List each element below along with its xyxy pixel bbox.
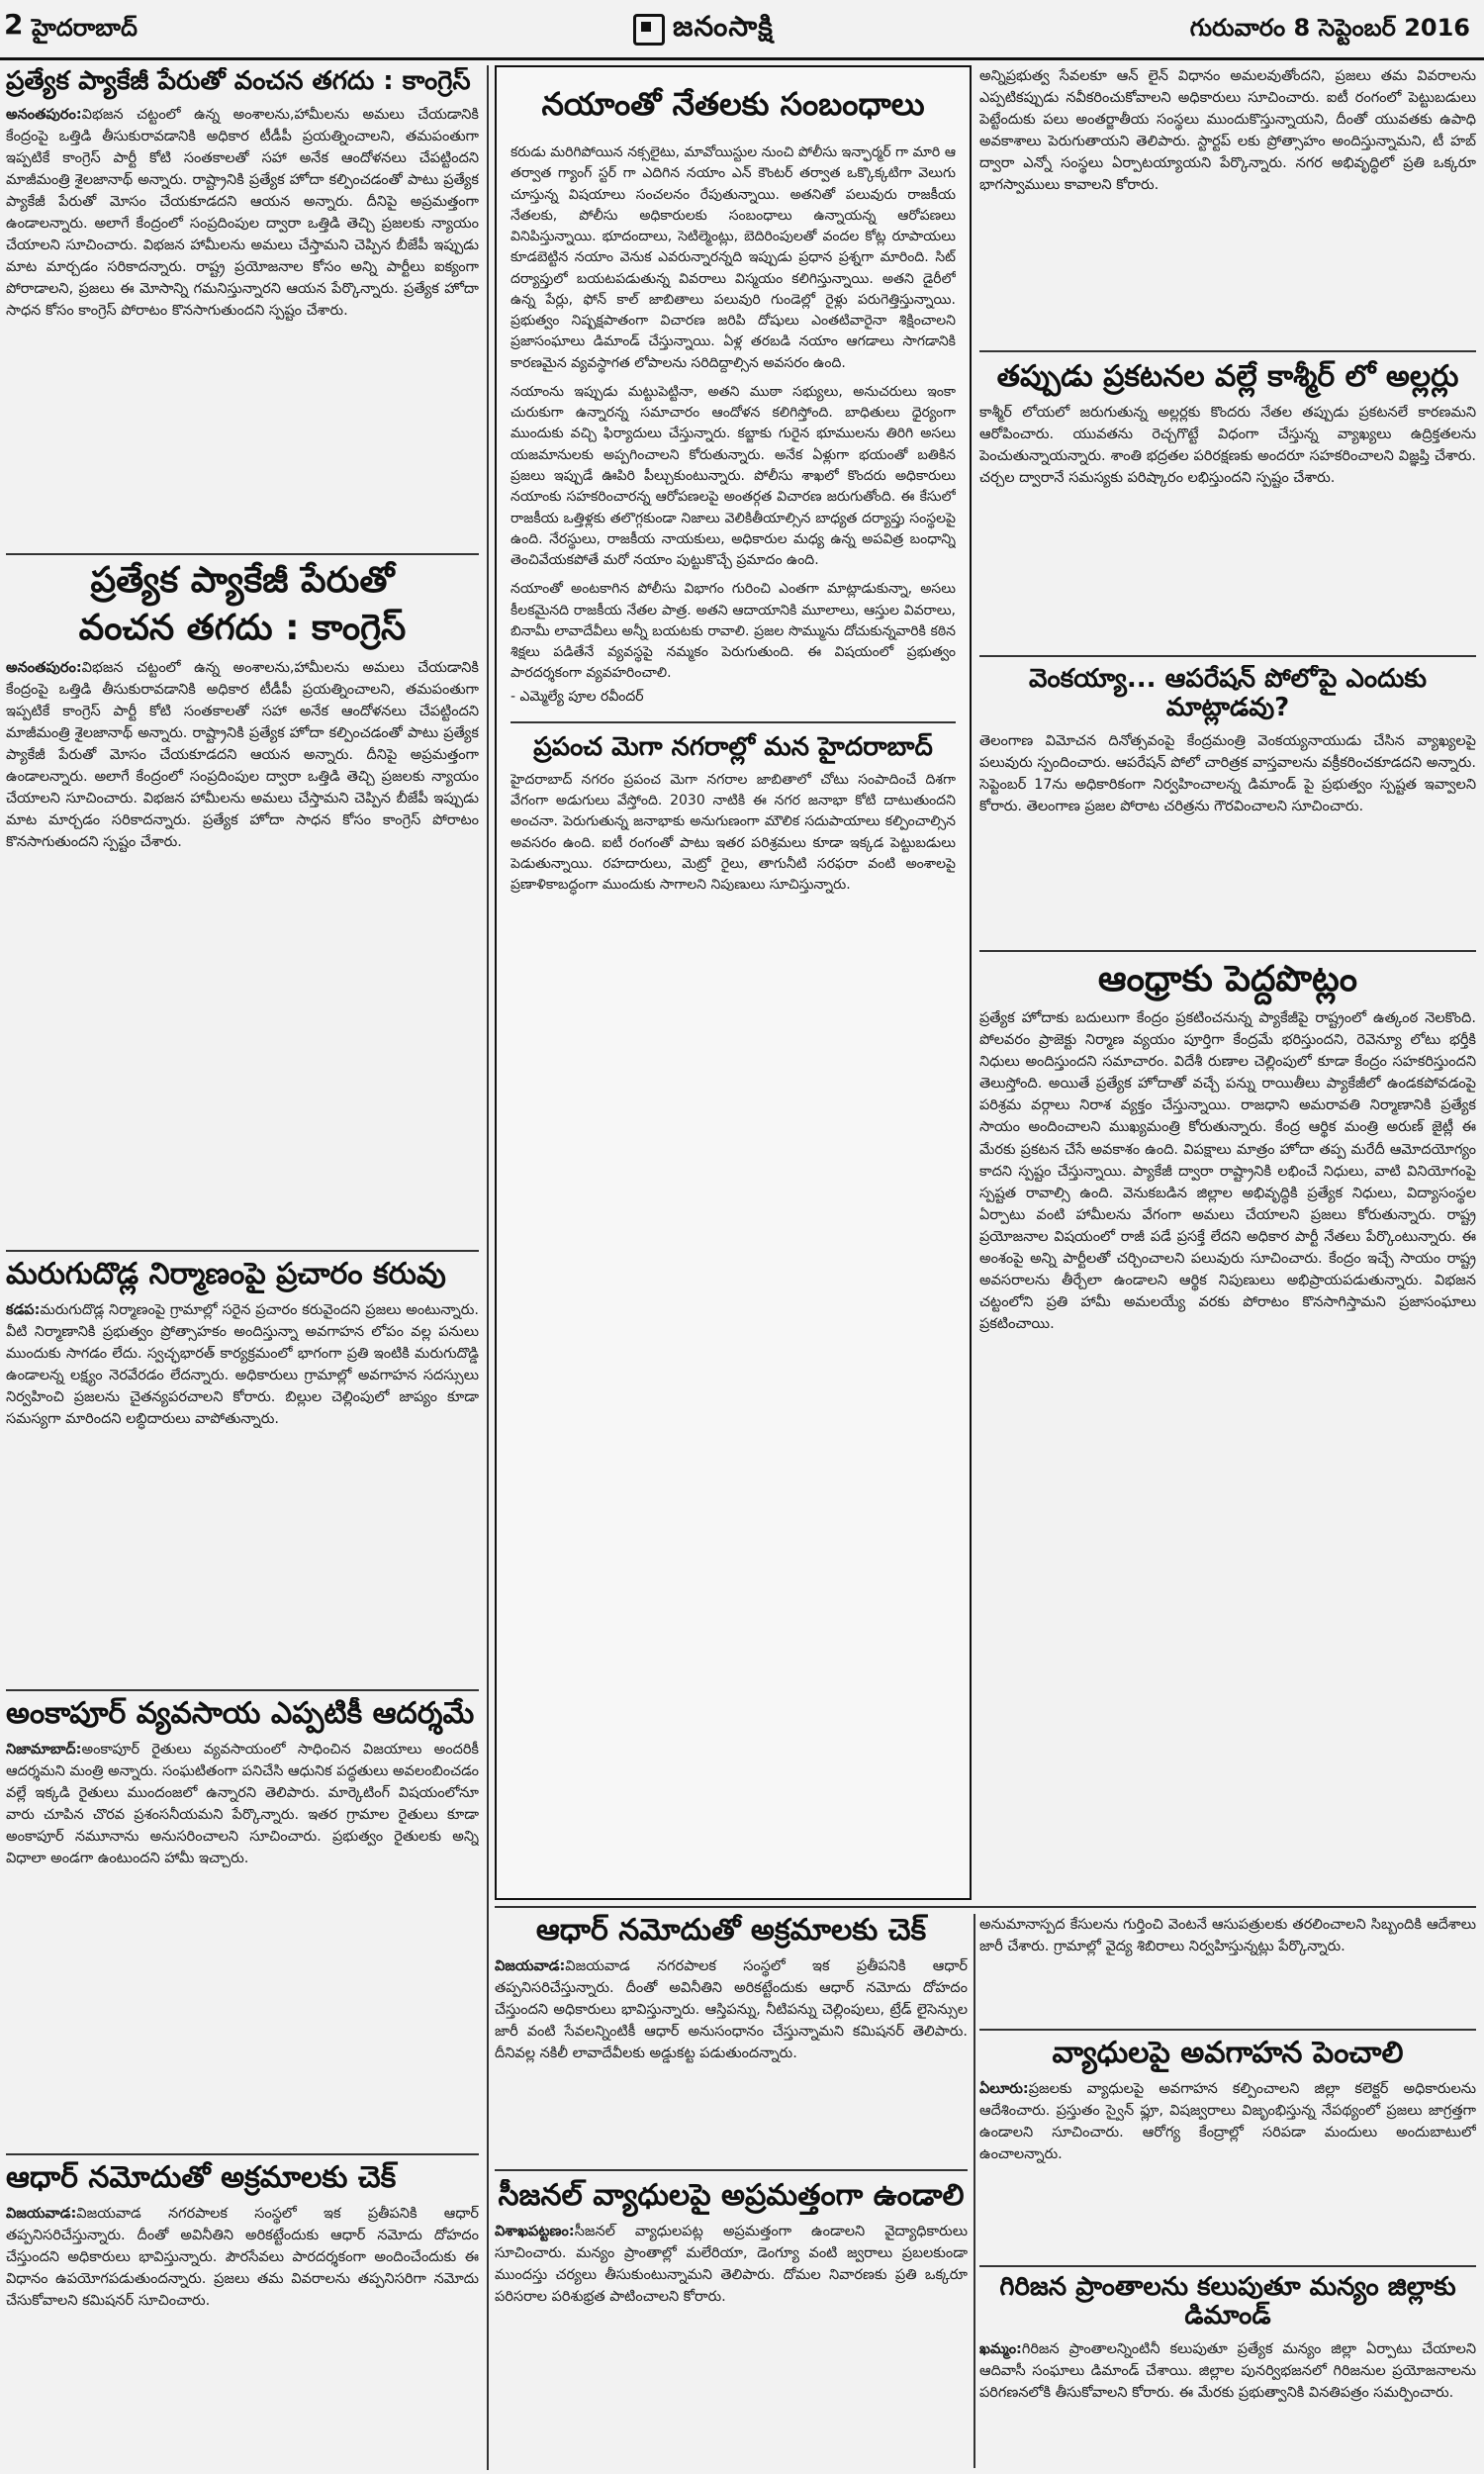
bottom-center-column <box>495 1914 968 2468</box>
article-continuation: అన్నిప్రభుత్వ సేవలకూ ఆన్ లైన్ విధానం అమలవుతోందని, ప్రజలు తమ వివరాలను ఎప్పటికప్పుడు నవీకరించుకోవాలని అధికారులు సూచించారు. ఐటీ రంగంలో పెట్టుబడులు పెట్టేందుకు పలు అంతర్జాతీయ సంస్థలు ముందుకొస్తున్నాయని, దీంతో యువతకు ఉపాధి అవకాశాలు పెరుగుతాయని తెలిపారు. స్టార్టప్ లకు ప్రోత్సాహం అందిస్తున్నామని, టీ హబ్ ద్వారా ఎన్నో సంస్థలు ఏర్పాటయ్యాయని పేర్కొన్నారు. నగర అభివృద్ధిలో ప్రతి ఒక్కరూ భాగస్వాములు కావాలని కోరారు. <box>979 68 1476 194</box>
sub-article-body: హైదరాబాద్ నగరం ప్రపంచ మెగా నగరాల జాబితాలో చోటు సంపాదించే దిశగా వేగంగా అడుగులు వేస్తోంది. 2030 నాటికి ఈ నగర జనాభా కోటి దాటుతుందని అంచనా. పెరుగుతున్న జనాభాకు అనుగుణంగా మౌలిక సదుపాయాలు కల్పించాల్సిన అవసరం ఉంది. ఐటీ రంగంతో పాటు ఇతర పరిశ్రమలు కూడా ఇక్కడ పెట్టుబడులు పెడుతున్నాయి. రహదారులు, మెట్రో రైలు, తాగునీటి సరఫరా వంటి అంశాలపై ప్రణాళికాబద్ధంగా ముందుకు సాగాలని నిపుణులు సూచిస్తున్నారు. <box>510 771 956 894</box>
divider <box>510 721 956 723</box>
article-ankapur <box>6 1697 479 2147</box>
article-body: విభజన చట్టంలో ఉన్న అంశాలను,హామీలను అమలు చేయడానికి కేంద్రంపై ఒత్తిడి తీసుకురావడానికి అధికార టీడీపీ ప్రయత్నించాలని, తమపంతుగా ఇప్పటికే కాంగ్రెస్ పార్టీ కోటి సంతకాలతో సహా అనేక ఆందోళనలు చేపట్టిందని మాజీమంత్రి శైలజానాథ్ అన్నారు. రాష్ట్రానికి ప్రత్యేక హోదా కల్పించడంతో పాటు ప్రత్యేక ప్యాకేజీ పేరుతో మోసం చేయకూడదని ఆయన అన్నారు. దీనిపై అప్రమత్తంగా ఉండాలన్నారు. అలాగే కేంద్రంలో సంప్రదింపుల ద్వారా ఒత్తిడి తెచ్చి ప్రజలకు న్యాయం చేయాలని సూచించారు. విభజన హామీలను అమలు చేస్తామని చెప్పిన బీజేపీ ఇప్పుడు మాట మార్చడం సరికాదన్నారు. రాష్ట్ర ప్రయోజనాల కోసం అన్ని పార్టీలు ఐక్యంగా పోరాడాలని, ప్రజలు ఈ మోసాన్ని గమనిస్తున్నారని ఆయన పేర్కొన్నారు. ప్రత్యేక హోదా సాధన కోసం కాంగ్రెస్ పోరాటం కొనసాగుతుందని స్పష్టం చేశారు. <box>6 107 479 320</box>
section-name: హైదరాబాద్ <box>32 14 138 42</box>
divider <box>495 1906 1476 1908</box>
article-body: విజయవాడ నగరపాలక సంస్థలో ఇక ప్రతీపనికి ఆధార్ తప్పనిసరిచేస్తున్నారు. దీంతో అవినీతిని అరికట్టేందుకు ఆధార్ నమోదు దోహదం చేస్తుందని అధికారులు భావిస్తున్నారు. ఆస్తిపన్ను, నీటిపన్ను చెల్లింపులు, ట్రేడ్ లైసెన్సుల జారీ వంటి సేవలన్నింటికీ ఆధార్ అనుసంధానం చేస్తున్నామని కమిషనర్ తెలిపారు. దీనివల్ల నకిలీ లావాదేవీలకు అడ్డుకట్ట పడుతుందన్నారు. <box>495 1957 968 2061</box>
editorial-headline: నయాంతో నేతలకు సంబంధాలు <box>541 85 925 123</box>
article-package-1 <box>6 67 479 547</box>
article-body: ప్రజలకు వ్యాధులపై అవగాహన కల్పించాలని జిల్లా కలెక్టర్ అధికారులను ఆదేశించారు. ప్రస్తుతం స్వైన్ ఫ్లూ, విషజ్వరాలు విజృంభిస్తున్న నేపథ్యంలో ప్రజలు జాగ్రత్తగా ఉండాలని సూచించారు. ఆరోగ్య కేంద్రాల్లో సరిపడా మందులు అందుబాటులో ఉంచాలన్నారు. <box>979 2080 1476 2162</box>
article-headline: వెంకయ్యా... ఆపరేషన్ పోలోపై ఎందుకు మాట్లాడవు? <box>1029 665 1427 723</box>
article-body: ప్రత్యేక హోదాకు బదులుగా కేంద్రం ప్రకటించనున్న ప్యాకేజీపై రాష్ట్రంలో ఉత్కంఠ నెలకొంది. పోలవరం ప్రాజెక్టు నిర్మాణ వ్యయం పూర్తిగా కేంద్రమే భరిస్తుందని, రెవెన్యూ లోటు భర్తీకి నిధులు అందిస్తుందని సమాచారం. విదేశీ రుణాల చెల్లింపులో కూడా కేంద్రం సహకరిస్తుందని తెలుస్తోంది. అయితే ప్రత్యేక హోదాతో వచ్చే పన్ను రాయితీలు ప్యాకేజీలో ఉండకపోవడంపై పరిశ్రమ వర్గాలు నిరాశ వ్యక్తం చేస్తున్నాయి. రాజధాని అమరావతి నిర్మాణానికి ప్రత్యేక సాయం అందించాలని ముఖ్యమంత్రి కోరుతున్నారు. కేంద్ర ఆర్థిక మంత్రి అరుణ్ జైట్లీ ఈ మేరకు ప్రకటన చేసే అవకాశం ఉంది. విపక్షాలు మాత్రం హోదా తప్ప మరేదీ ఆమోదయోగ్యం కాదని స్పష్టం చేస్తున్నాయి. ప్యాకేజీ ద్వారా రాష్ట్రానికి లభించే నిధులు, వాటి వినియోగంపై స్పష్టత రావాల్సి ఉంది. వెనుకబడిన జిల్లాల అభివృద్ధికి ప్రత్యేక నిధులు, విద్యాసంస్థల ఏర్పాటు వంటి హామీలను వేగంగా అమలు చేయాలని ప్రజలు కోరుతున్నారు. రాష్ట్ర ప్రయోజనాల విషయంలో రాజీ పడే ప్రసక్తే లేదని అధికార పార్టీ నేతలు పేర్కొంటున్నారు. ఈ అంశంపై అన్ని పార్టీలతో చర్చించాలని పలువురు సూచించారు. కేంద్రం ఇచ్చే సాయం రాష్ట్ర అవసరాలను తీర్చేలా ఉండాలని ఆర్థిక నిపుణులు అభిప్రాయపడుతున్నారు. విభజన చట్టంలోని ప్రతి హామీ అమలయ్యే వరకు పోరాటం కొనసాగిస్తామని ప్రజాసంఘాలు ప్రకటించాయి. <box>979 1010 1476 1332</box>
issue-date: గురువారం 8 సెప్టెంబర్ 2016 <box>1189 14 1470 42</box>
divider <box>979 2265 1476 2267</box>
dateline: ఏలూరు: <box>979 2080 1029 2097</box>
article-aadhaar <box>495 1914 968 2161</box>
article-seasonal-diseases <box>495 2179 968 2456</box>
divider <box>979 2029 1476 2031</box>
article-headline: సీజనల్ వ్యాధులపై అప్రమత్తంగా ఉండాలి <box>498 2179 965 2213</box>
article-headline: ఆధార్ నమోదుతో అక్రమాలకు చెక్ <box>535 1914 927 1948</box>
page-header <box>0 0 1484 61</box>
dateline: విజయవాడ: <box>6 2205 77 2222</box>
bottom-right-column <box>979 1914 1476 2468</box>
divider <box>495 2169 968 2171</box>
masthead <box>633 8 851 51</box>
divider <box>6 553 479 555</box>
page-number: 2 <box>4 8 24 41</box>
article-body: కాశ్మీర్ లోయలో జరుగుతున్న అల్లర్లకు కొందరు నేతల తప్పుడు ప్రకటనలే కారణమని ఆరోపించారు. యువతను రెచ్చగొట్టే విధంగా చేస్తున్న వ్యాఖ్యలు ఉద్రిక్తతలను పెంచుతున్నాయన్నారు. శాంతి భద్రతల పరిరక్షణకు అందరూ సహకరించాలని విజ్ఞప్తి చేశారు. చర్చల ద్వారానే సమస్యకు పరిష్కారం లభిస్తుందని స్పష్టం చేశారు. <box>979 404 1476 486</box>
article-body: సీజనల్ వ్యాధులపట్ల అప్రమత్తంగా ఉండాలని వైద్యాధికారులు సూచించారు. మన్యం ప్రాంతాల్లో మలేరియా, డెంగ్యూ వంటి జ్వరాలు ప్రబలకుండా ముందస్తు చర్యలు తీసుకుంటున్నామని తెలిపారు. దోమల నివారణకు ప్రతి ఒక్కరూ పరిసరాల పరిశుభ్రత పాటించాలని కోరారు. <box>495 2223 968 2305</box>
article-continuation: అనుమానాస్పద కేసులను గుర్తించి వెంటనే ఆసుపత్రులకు తరలించాలని సిబ్బందికి ఆదేశాలు జారీ చేశారు. గ్రామాల్లో వైద్య శిబిరాలు నిర్వహిస్తున్నట్లు పేర్కొన్నారు. <box>979 1917 1476 1955</box>
article-body: విభజన చట్టంలో ఉన్న అంశాలను,హామీలను అమలు చేయడానికి కేంద్రంపై ఒత్తిడి తీసుకురావడానికి అధికార టీడీపీ ప్రయత్నించాలని, తమపంతుగా ఇప్పటికే కాంగ్రెస్ పార్టీ కోటి సంతకాలతో సహా అనేక ఆందోళనలు చేపట్టిందని మాజీమంత్రి శైలజానాథ్ అన్నారు. రాష్ట్రానికి ప్రత్యేక హోదా కల్పించడంతో పాటు ప్రత్యేక ప్యాకేజీ పేరుతో మోసం చేయకూడదని ఆయన అన్నారు. దీనిపై అప్రమత్తంగా ఉండాలన్నారు. అలాగే కేంద్రంలో సంప్రదింపుల ద్వారా ఒత్తిడి తెచ్చి ప్రజలకు న్యాయం చేయాలని సూచించారు. విభజన హామీలను అమలు చేస్తామని చెప్పిన బీజేపీ ఇప్పుడు మాట మార్చడం సరికాదన్నారు. ప్రత్యేక హోదా సాధన కోసం కాంగ్రెస్ పోరాటం కొనసాగుతుందని స్పష్టం చేశారు. <box>6 659 479 850</box>
divider <box>6 1250 479 1252</box>
divider <box>6 1689 479 1691</box>
sub-article-headline: ప్రపంచ మెగా నగరాల్లో మన హైదరాబాద్ <box>533 731 933 762</box>
article-toilets <box>6 1258 479 1683</box>
column-rule <box>487 65 489 2470</box>
column-rule <box>974 1914 975 2468</box>
masthead-logo-icon <box>633 14 665 46</box>
editorial-signature: - ఎమ్మెల్యే పూల రవీందర్ <box>510 688 644 705</box>
article-kashmir <box>979 360 1476 647</box>
article-andhra-package <box>979 960 1476 1880</box>
article-headline: ఆధార్ నమోదుతో అక్రమాలకు చెక్ <box>6 2161 397 2195</box>
dateline: అనంతపురం: <box>6 107 82 124</box>
divider <box>6 2153 479 2155</box>
editorial-body-1: కరుడు మరిగిపోయిన నక్సలైటు, మావోయిస్టుల నుంచి పోలీసు ఇన్ఫార్మర్ గా మారి ఆ తర్వాత గ్యాంగ్ స్టర్ గా ఎదిగిన నయాం ఎన్ కౌంటర్ తర్వాత ఒక్కొక్కటిగా వెలుగు చూస్తున్న విషయాలు సంచలనం రేపుతున్నాయి. అతనితో పలువురు రాజకీయ నేతలకు, పోలీసు అధికారులకు సంబంధాలు ఉన్నాయన్న ఆరోపణలు వినిపిస్తున్నాయి. భూదందాలు, సెటిల్మెంట్లు, బెదిరింపులతో వందల కోట్ల రూపాయలు కూడబెట్టిన నయాం వెనుక ఎవరున్నారన్నది ఇప్పుడు ప్రధాన ప్రశ్నగా మారింది. సిట్ దర్యాప్తులో బయటపడుతున్న వివరాలు విస్మయం కలిగిస్తున్నాయి. అతని డైరీలో ఉన్న పేర్లు, ఫోన్ కాల్ జాబితాలు పలువురి గుండెల్లో రైళ్లు పరుగెత్తిస్తున్నాయి. ప్రభుత్వం నిష్పక్షపాతంగా విచారణ జరిపి దోషులు ఎంతటివారైనా శిక్షించాలని ప్రజాసంఘాలు డిమాండ్ చేస్తున్నాయి. ఏళ్ల తరబడి నయాం ఆగడాలు సాగడానికి కారణమైన వ్యవస్థాగత లోపాలను సరిదిద్దాల్సిన అవసరం ఉంది. <box>510 144 956 371</box>
divider <box>979 655 1476 657</box>
article-headline-line1: ప్రత్యేక ప్యాకేజీ పేరుతో <box>90 561 395 601</box>
article-headline: ఆంధ్రాకు పెద్దపొట్లం <box>1097 960 1358 999</box>
editorial-body-2: నయాంను ఇప్పుడు మట్టుపెట్టినా, అతని ముఠా సభ్యులు, అనుచరులు ఇంకా చురుకుగా ఉన్నారన్న సమాచారం ఆందోళన కలిగిస్తోంది. బాధితులు ధైర్యంగా ముందుకు వచ్చి ఫిర్యాదులు చేస్తున్నారు. కబ్జాకు గురైన భూములను తిరిగి అసలు యజమానులకు అప్పగించాలని కోరుతున్నారు. అనేక ఏళ్లుగా భయంతో బతికిన ప్రజలు ఇప్పుడే ఊపిరి పీల్చుకుంటున్నారు. పోలీసు శాఖలో కొందరు అధికారులు నయాంకు సహకరించారన్న ఆరోపణలపై అంతర్గత విచారణ జరుగుతోంది. ఈ కేసులో రాజకీయ ఒత్తిళ్లకు తలొగ్గకుండా నిజాలు వెలికితీయాల్సిన బాధ్యత దర్యాప్తు సంస్థలపై ఉంది. నేరస్థులు, రాజకీయ నాయకులు, అధికారుల మధ్య ఉన్న అపవిత్ర బంధాన్ని తెంచివేయకపోతే మరో నయాం పుట్టుకొచ్చే ప్రమాదం ఉంది. <box>510 383 956 569</box>
article-headline: అంకాపూర్ వ్యవసాయ ఎప్పటికీ ఆదర్శమే <box>6 1697 475 1731</box>
dateline: విజయవాడ: <box>495 1957 566 1974</box>
dateline: నిజామాబాద్: <box>6 1741 82 1758</box>
article-operation-polo <box>979 665 1476 942</box>
divider <box>979 350 1476 352</box>
masthead-title: జనంసాక్షి <box>673 10 774 43</box>
article-package-2 <box>6 561 479 1244</box>
dateline: అనంతపురం: <box>6 659 82 676</box>
right-column <box>979 65 1476 1896</box>
article-headline: వ్యాధులపై అవగాహన పెంచాలి <box>1052 2037 1404 2070</box>
article-headline: ప్రత్యేక ప్యాకేజీ పేరుతో వంచన తగదు : కాంగ్రెస్ <box>6 67 471 96</box>
header-rule <box>0 57 1484 60</box>
divider <box>979 950 1476 952</box>
article-headline: మరుగుదొడ్ల నిర్మాణంపై ప్రచారం కరువు <box>6 1258 446 1291</box>
article-headline-line2: వంచన తగదు : కాంగ్రెస్ <box>78 608 407 649</box>
editorial-body-3: నయాంతో అంటకాగిన పోలీసు విభాగం గురించి ఎంతగా మాట్లాడుకున్నా, అసలు కీలకమైనది రాజకీయ నేతల పాత్ర. అతని ఆదాయానికి మూలాలు, ఆస్తుల వివరాలు, బినామీ లావాదేవీలు అన్నీ బయటకు రావాలి. ప్రజల సొమ్మును దోచుకున్నవారికి కఠిన శిక్షలు పడితేనే వ్యవస్థపై నమ్మకం పెరుగుతుంది. ఈ విషయంలో ప్రభుత్వం పారదర్శకంగా వ్యవహరించాలి. <box>510 581 956 682</box>
editorial-box <box>495 65 972 1900</box>
article-body: తెలంగాణ విమోచన దినోత్సవంపై కేంద్రమంత్రి వెంకయ్యనాయుడు చేసిన వ్యాఖ్యలపై పలువురు స్పందించారు. ఆపరేషన్ పోలో చారిత్రక వాస్తవాలను వక్రీకరించకూడదని అన్నారు. సెప్టెంబర్ 17ను అధికారికంగా నిర్వహించాలన్న డిమాండ్ పై ప్రభుత్వం స్పష్టత ఇవ్వాలని కోరారు. తెలంగాణ ప్రజల పోరాట చరిత్రను గౌరవించాలని సూచించారు. <box>979 733 1476 815</box>
editorial-box-content <box>510 79 956 1886</box>
article-body: విజయవాడ నగరపాలక సంస్థలో ఇక ప్రతీపనికి ఆధార్ తప్పనిసరిచేస్తున్నారు. దీంతో అవినీతిని అరికట్టేందుకు ఆధార్ నమోదు దోహదం చేస్తుందని అధికారులు భావిస్తున్నారు. పౌరసేవలు పారదర్శకంగా అందించేందుకు ఈ విధానం ఉపయోగపడుతుందన్నారు. ప్రజలు తమ వివరాలను తప్పనిసరిగా నమోదు చేసుకోవాలని కమిషనర్ సూచించారు. <box>6 2205 479 2309</box>
left-column <box>6 67 479 2474</box>
article-body: అంకాపూర్ రైతులు వ్యవసాయంలో సాధించిన విజయాలు అందరికీ ఆదర్శమని మంత్రి అన్నారు. సంఘటితంగా పనిచేసి ఆధునిక పద్ధతులు అవలంబించడం వల్లే ఇక్కడి రైతులు ముందంజలో ఉన్నారని తెలిపారు. మార్కెటింగ్ విషయంలోనూ వారు చూపిన చొరవ ప్రశంసనీయమని పేర్కొన్నారు. ఇతర గ్రామాల రైతులు కూడా అంకాపూర్ నమూనాను అనుసరించాలని సూచించారు. ప్రభుత్వం రైతులకు అన్ని విధాలా అండగా ఉంటుందని హామీ ఇచ్చారు. <box>6 1741 479 1866</box>
article-body: గిరిజన ప్రాంతాలన్నింటినీ కలుపుతూ ప్రత్యేక మన్యం జిల్లా ఏర్పాటు చేయాలని ఆదివాసీ సంఘాలు డిమాండ్ చేశాయి. జిల్లాల పునర్విభజనలో గిరిజనుల ప్రయోజనాలను పరిగణనలోకి తీసుకోవాలని కోరారు. ఈ మేరకు ప్రభుత్వానికి వినతిపత్రం సమర్పించారు. <box>979 2341 1476 2402</box>
article-manyam-district <box>979 2273 1476 2468</box>
article-aadhaar-left <box>6 2161 479 2458</box>
article-headline: గిరిజన ప్రాంతాలను కలుపుతూ మన్యం జిల్లాకు డిమాండ్ <box>999 2273 1456 2331</box>
dateline: కడప: <box>6 1301 41 1318</box>
dateline: ఖమ్మం: <box>979 2341 1022 2358</box>
article-disease-awareness <box>979 2037 1476 2259</box>
article-headline: తప్పుడు ప్రకటనల వల్లే కాశ్మీర్ లో అల్లర్లు <box>996 360 1459 394</box>
article-body: మరుగుదొడ్ల నిర్మాణంపై గ్రామాల్లో సరైన ప్రచారం కరువైందని ప్రజలు అంటున్నారు. వీటి నిర్మాణానికి ప్రభుత్వం ప్రోత్సాహకం అందిస్తున్నా అవగాహన లోపం వల్ల పనులు ముందుకు సాగడం లేదు. స్వచ్ఛభారత్ కార్యక్రమంలో భాగంగా ప్రతి ఇంటికి మరుగుదొడ్డి ఉండాలన్న లక్ష్యం నెరవేరడం లేదన్నారు. అధికారులు గ్రామాల్లో అవగాహన సదస్సులు నిర్వహించి ప్రజలను చైతన్యపరచాలని కోరారు. బిల్లుల చెల్లింపులో జాప్యం కూడా సమస్యగా మారిందని లబ్ధిదారులు వాపోతున్నారు. <box>6 1301 479 1427</box>
dateline: విశాఖపట్టణం: <box>495 2223 575 2239</box>
